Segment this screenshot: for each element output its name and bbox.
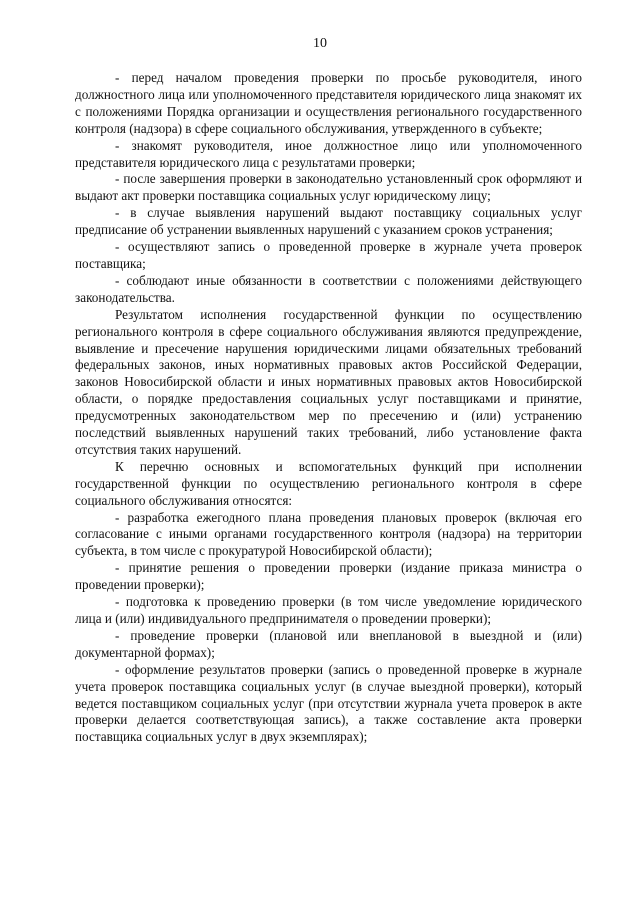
paragraph-conducting: - проведение проверки (плановой или внеплановой в выездной и (или) документарной формах); xyxy=(75,627,582,660)
paragraph-result-of-function: Результатом исполнения государственной функции по осуществлению регионального контроля в сфере социального обслуживания являются предупреждение, выявление и пресечение нарушения юридическими лицами обязательных требований федеральных законов, иных нормативных правовых актов Российской Федерации, законов Новосибирской области и иных нормативных правовых актов Новосибирской области, о порядке предоставления социальных услуг поставщиками и принятие, предусмотренных законодательством мер по пресечению и (или) устранению последствий выявленных нарушений таких требований, либо установление факта отсутствия таких нарушений. xyxy=(75,306,582,457)
paragraph-results-formalization: - оформление результатов проверки (запись о проведенной проверке в журнале учета проверок поставщика социальных услуг (в случае выездной проверки), который ведется поставщиком социальных услуг (при отсутствии журнала учета проверок в акте проверки делается соответствующая запись), а также составление акта проверки поставщика социальных услуг в двух экземплярах); xyxy=(75,661,582,745)
paragraph-functions-intro: К перечню основных и вспомогательных функций при исполнении государственной функции по осуществлению регионального контроля в сфере социального обслуживания относятся: xyxy=(75,458,582,508)
page-number: 10 xyxy=(313,36,327,51)
paragraph-familiarize-results: - знакомят руководителя, иное должностное лицо или уполномоченного представителя юридического лица с результатами проверки; xyxy=(75,137,582,170)
paragraph-familiarize-procedure: - перед началом проведения проверки по просьбе руководителя, иного должностного лица или уполномоченного представителя юридического лица знакомят их с положениями Порядка организации и осуществления регионального государственного контроля (надзора) в сфере социального обслуживания, утвержденного в субъекте; xyxy=(75,70,582,136)
document-body xyxy=(75,70,582,746)
paragraph-issue-act: - после завершения проверки в законодательно установленный срок оформляют и выдают акт проверки поставщика социальных услуг юридическому лицу; xyxy=(75,171,582,204)
paragraph-other-duties: - соблюдают иные обязанности в соответствии с положениями действующего законодательства. xyxy=(75,272,582,305)
paragraph-journal-record: - осуществляют запись о проведенной проверке в журнале учета проверок поставщика; xyxy=(75,239,582,271)
paragraph-annual-plan: - разработка ежегодного плана проведения плановых проверок (включая его согласование с иными органами государственного контроля (надзора) на территории субъекта, в том числе с прокуратурой Новосибирской области); xyxy=(75,509,582,559)
paragraph-issue-order: - в случае выявления нарушений выдают поставщику социальных услуг предписание об устранении выявленных нарушений с указанием сроков устранения; xyxy=(75,205,582,238)
paragraph-decision: - принятие решения о проведении проверки (издание приказа министра о проведении проверки); xyxy=(75,560,582,593)
paragraph-preparation: - подготовка к проведению проверки (в том числе уведомление юридического лица и (или) индивидуального предпринимателя о проведении проверки); xyxy=(75,594,582,626)
